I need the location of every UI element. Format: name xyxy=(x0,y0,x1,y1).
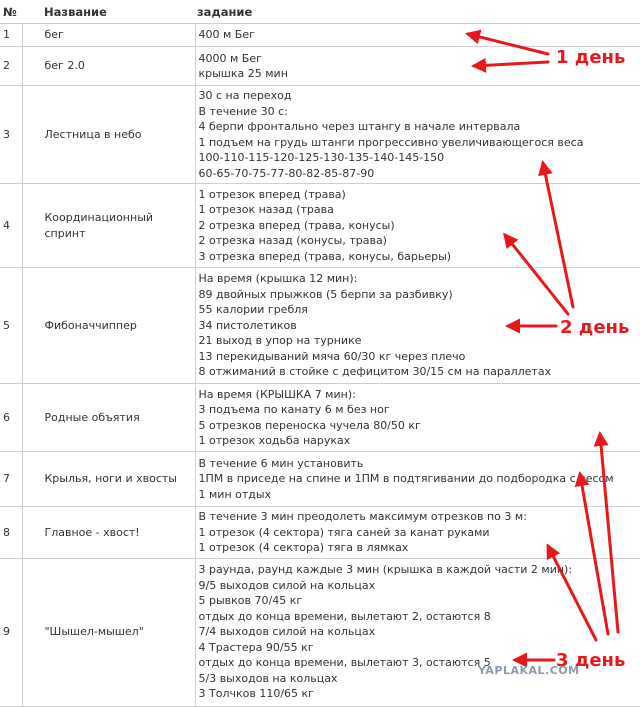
task-line: 1 отрезок ходьба наруках xyxy=(199,433,640,449)
header-task: задание xyxy=(195,0,640,24)
row-number: 8 xyxy=(0,507,22,559)
task-line: 34 пистолетиков xyxy=(199,318,640,334)
task-line: 4 берпи фронтально через штангу в начале интервала xyxy=(199,119,640,135)
row-number: 4 xyxy=(0,184,22,268)
task-line: 100-110-115-120-125-130-135-140-145-150 xyxy=(199,150,640,166)
task-line: 3 раунда, раунд каждые 3 мин (крышка в каждой части 2 мин): xyxy=(199,562,640,578)
workout-name: Крылья, ноги и хвосты xyxy=(22,452,195,507)
table-row xyxy=(0,452,640,507)
workout-task xyxy=(195,558,640,706)
task-line: 21 выход в упор на турнике xyxy=(199,333,640,349)
task-line: 1 отрезок вперед (трава) xyxy=(199,187,640,203)
task-line: отдых до конца времени, вылетают 2, остаются 8 xyxy=(199,609,640,625)
label-day3: 3 день xyxy=(556,650,625,671)
table-row xyxy=(0,558,640,706)
workout-task xyxy=(195,184,640,268)
table-row xyxy=(0,24,640,47)
task-line: 4000 м Бег xyxy=(199,51,640,67)
task-line: На время (КРЫШКА 7 мин): xyxy=(199,387,640,403)
workout-task xyxy=(195,507,640,559)
task-line: 60-65-70-75-77-80-82-85-87-90 xyxy=(199,166,640,182)
task-line: 30 с на переход xyxy=(199,88,640,104)
task-line: 1 отрезок назад (трава xyxy=(199,202,640,218)
header-name: Название xyxy=(22,0,195,24)
workout-task xyxy=(195,384,640,452)
task-line: 7/4 выходов силой на кольцах xyxy=(199,624,640,640)
task-line: 2 отрезка вперед (трава, конусы) xyxy=(199,218,640,234)
task-line: отдых до конца времени, вылетают 3, остаются 5 xyxy=(199,655,640,671)
row-number: 2 xyxy=(0,47,22,86)
workout-name: Лестница в небо xyxy=(22,86,195,184)
task-line: В течение 30 с: xyxy=(199,104,640,120)
workout-task xyxy=(195,47,640,86)
row-number: 7 xyxy=(0,452,22,507)
workout-name: Главное - хвост! xyxy=(22,507,195,559)
watermark: YAPLAKAL.COM xyxy=(478,664,580,677)
task-line: 5 рывков 70/45 кг xyxy=(199,593,640,609)
row-number: 5 xyxy=(0,268,22,384)
workout-task xyxy=(195,24,640,47)
task-line: 1 отрезок (4 сектора) тяга в лямках xyxy=(199,540,640,556)
task-line: 1ПМ в приседе на спине и 1ПМ в подтягивании до подбородка с весом xyxy=(199,471,640,487)
workout-name: Фибоначчиппер xyxy=(22,268,195,384)
task-line: 8 отжиманий в стойке с дефицитом 30/15 см на параллетах xyxy=(199,364,640,380)
workout-name: "Шышел-мышел" xyxy=(22,558,195,706)
task-line: 5 отрезков переноска чучела 80/50 кг xyxy=(199,418,640,434)
header-num: № xyxy=(0,0,22,24)
task-line: 1 мин отдых xyxy=(199,487,640,503)
task-line: 3 подъема по канату 6 м без ног xyxy=(199,402,640,418)
workout-task xyxy=(195,86,640,184)
row-number: 9 xyxy=(0,558,22,706)
task-line: 5/3 выходов на кольцах xyxy=(199,671,640,687)
task-line: 4 Трастера 90/55 кг xyxy=(199,640,640,656)
workout-name: бег 2.0 xyxy=(22,47,195,86)
task-line: В течение 3 мин преодолеть максимум отрезков по 3 м: xyxy=(199,509,640,525)
table-header-row xyxy=(0,0,640,24)
task-line: 2 отрезка назад (конусы, трава) xyxy=(199,233,640,249)
label-day2: 2 день xyxy=(560,317,629,338)
table-row xyxy=(0,86,640,184)
workout-name: Родные объятия xyxy=(22,384,195,452)
table-row xyxy=(0,184,640,268)
workout-name: бег xyxy=(22,24,195,47)
workout-task xyxy=(195,268,640,384)
table-row xyxy=(0,507,640,559)
table-row xyxy=(0,384,640,452)
task-line: 89 двойных прыжков (5 берпи за разбивку) xyxy=(199,287,640,303)
row-number: 1 xyxy=(0,24,22,47)
task-line: 55 калории гребля xyxy=(199,302,640,318)
task-line: В течение 6 мин установить xyxy=(199,456,640,472)
task-line: На время (крышка 12 мин): xyxy=(199,271,640,287)
row-number: 3 xyxy=(0,86,22,184)
task-line: 13 перекидываний мяча 60/30 кг через плечо xyxy=(199,349,640,365)
task-line: 1 подъем на грудь штанги прогрессивно увеличивающегося веса xyxy=(199,135,640,151)
table-row xyxy=(0,47,640,86)
task-line: 400 м Бег xyxy=(199,27,640,43)
workout-name: Координационный спринт xyxy=(22,184,195,268)
task-line: 3 отрезка вперед (трава, конусы, барьеры) xyxy=(199,249,640,265)
table-row xyxy=(0,268,640,384)
task-line: 9/5 выходов силой на кольцах xyxy=(199,578,640,594)
label-day1: 1 день xyxy=(556,47,625,68)
task-line: 3 Толчков 110/65 кг xyxy=(199,686,640,702)
task-line: 1 отрезок (4 сектора) тяга саней за канат руками xyxy=(199,525,640,541)
workout-task xyxy=(195,452,640,507)
row-number: 6 xyxy=(0,384,22,452)
task-line: крышка 25 мин xyxy=(199,66,640,82)
